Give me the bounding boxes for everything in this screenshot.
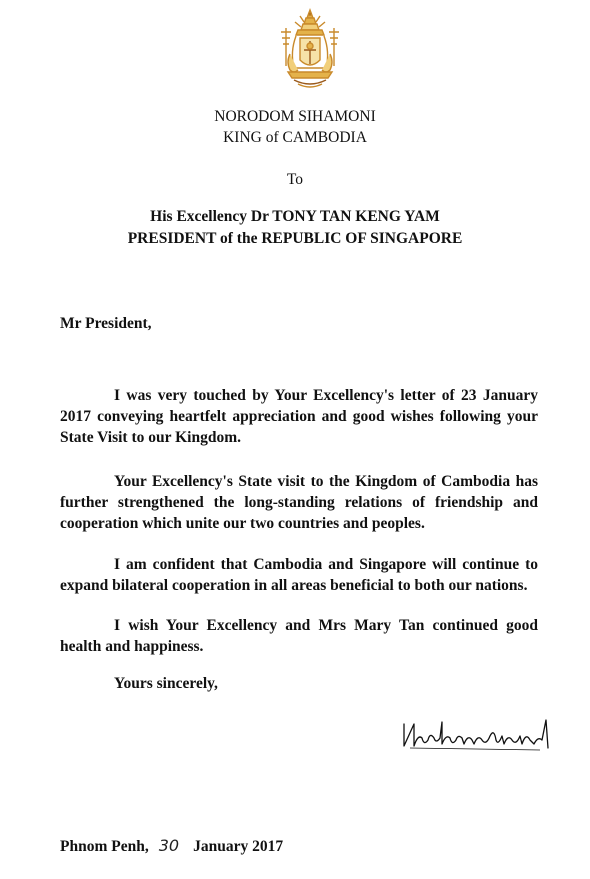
handwritten-signature-icon — [400, 714, 552, 754]
sender-name: NORODOM SIHAMONI — [214, 108, 376, 125]
closing: Yours sincerely, — [114, 675, 218, 692]
paragraph-1: I was very touched by Your Excellency's letter of 23 January 2017 conveying heartfelt appreciation and good wishes following your State Visit to our Kingdom. — [60, 387, 538, 446]
salutation: Mr President, — [60, 315, 152, 332]
paragraph-2: Your Excellency's State visit to the Kingdom of Cambodia has further strengthened the long-standing relations of friendship and cooperation which unite our two countries and peoples. — [60, 473, 538, 532]
paragraph-3: I am confident that Cambodia and Singapore will continue to expand bilateral cooperation in all areas beneficial to both our nations. — [60, 556, 538, 594]
to-line: To — [286, 171, 304, 188]
date-line — [60, 836, 283, 856]
paragraph-4: I wish Your Excellency and Mrs Mary Tan continued good health and happiness. — [60, 617, 538, 655]
recipient-name: His Excellency Dr TONY TAN KENG YAM — [150, 208, 440, 225]
month-year: January 2017 — [193, 838, 284, 855]
recipient-title: PRESIDENT of the REPUBLIC OF SINGAPORE — [127, 230, 463, 247]
handwritten-day: 30 — [158, 836, 180, 855]
place: Phnom Penh, — [60, 838, 149, 855]
sender-title: KING of CAMBODIA — [223, 129, 367, 146]
royal-arms-of-cambodia-icon — [278, 8, 342, 92]
